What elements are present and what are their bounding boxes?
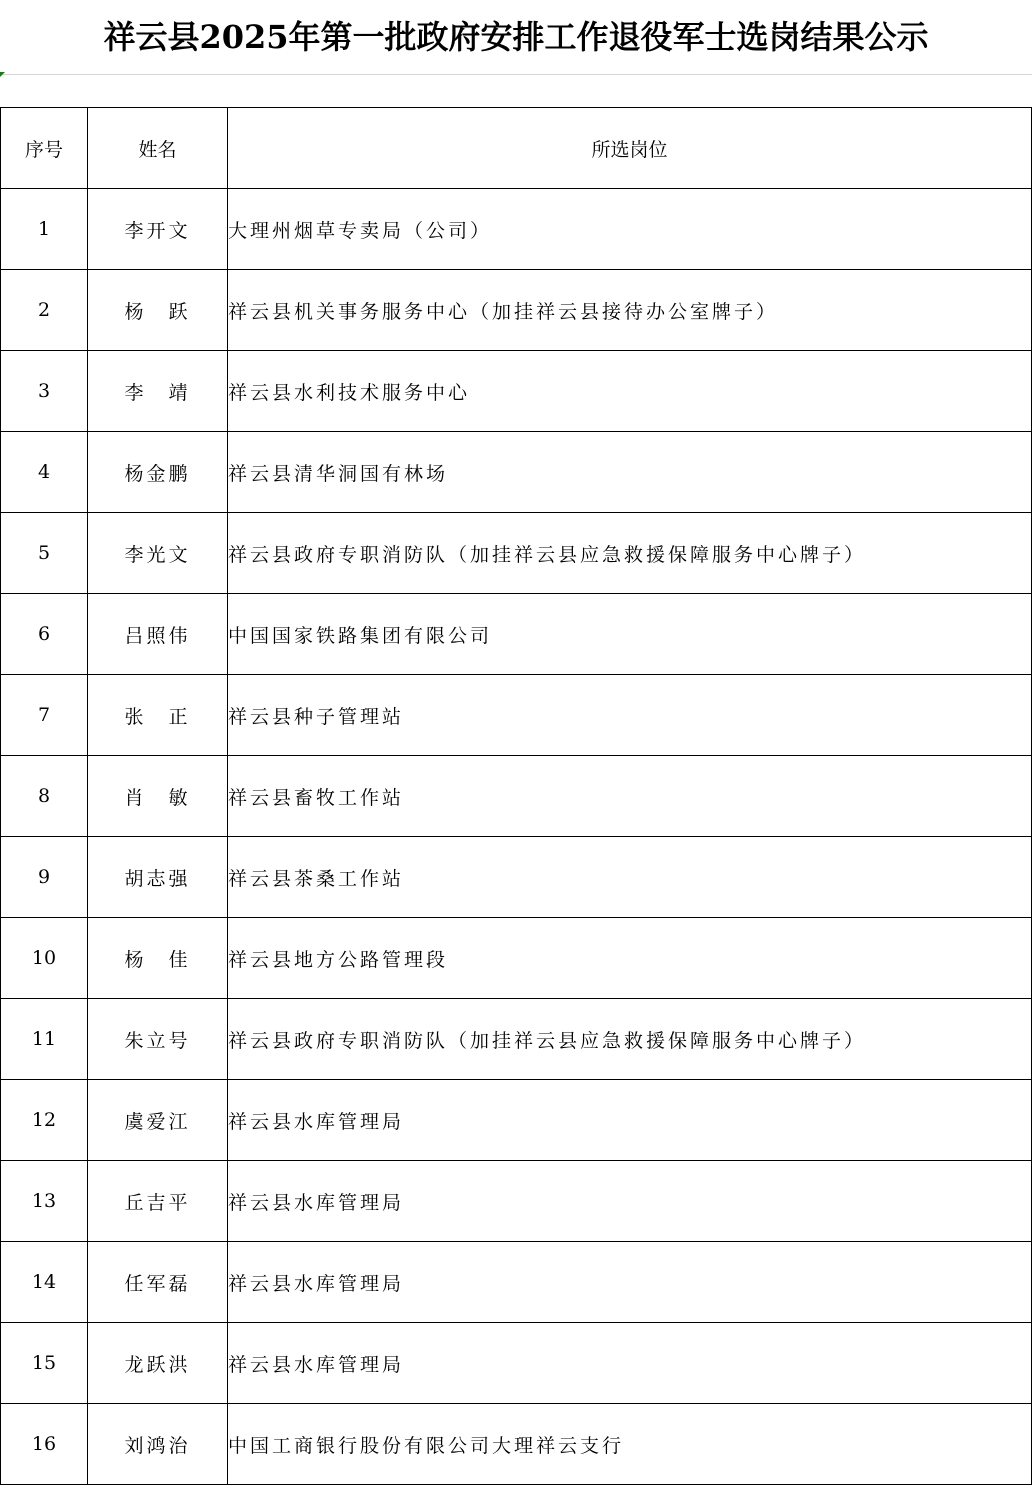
cell-no: 12 [1,1080,88,1161]
cell-name: 杨金鹏 [88,432,228,513]
cell-post: 祥云县水库管理局 [228,1080,1032,1161]
cell-post: 祥云县水库管理局 [228,1323,1032,1404]
cell-post: 大理州烟草专卖局（公司） [228,189,1032,270]
cell-post: 祥云县水库管理局 [228,1242,1032,1323]
spacer-row [0,75,1032,107]
table-row [1,837,1032,918]
results-table [0,107,1032,1485]
cell-post: 祥云县政府专职消防队（加挂祥云县应急救援保障服务中心牌子） [228,513,1032,594]
cell-name: 刘鸿治 [88,1404,228,1485]
cell-name: 丘吉平 [88,1161,228,1242]
cell-no: 13 [1,1161,88,1242]
cell-post: 中国国家铁路集团有限公司 [228,594,1032,675]
cell-post: 祥云县种子管理站 [228,675,1032,756]
table-row [1,1161,1032,1242]
cell-post: 中国工商银行股份有限公司大理祥云支行 [228,1404,1032,1485]
cell-name: 任军磊 [88,1242,228,1323]
table-row [1,999,1032,1080]
cell-name: 朱立号 [88,999,228,1080]
cell-name: 李 靖 [88,351,228,432]
cell-name: 龙跃洪 [88,1323,228,1404]
table-row [1,675,1032,756]
cell-name: 张 正 [88,675,228,756]
table-row [1,756,1032,837]
cell-name: 李光文 [88,513,228,594]
cell-name: 虞爱江 [88,1080,228,1161]
table-row [1,1242,1032,1323]
cell-no: 11 [1,999,88,1080]
cell-post: 祥云县茶桑工作站 [228,837,1032,918]
cell-name: 胡志强 [88,837,228,918]
title-bar [0,0,1032,75]
cell-no: 7 [1,675,88,756]
table-row [1,270,1032,351]
cell-name: 杨 佳 [88,918,228,999]
cell-name: 李开文 [88,189,228,270]
cell-no: 2 [1,270,88,351]
table-header-row [1,108,1032,189]
cell-no: 10 [1,918,88,999]
header-name: 姓名 [88,108,228,189]
cell-post: 祥云县清华洞国有林场 [228,432,1032,513]
cell-post: 祥云县水库管理局 [228,1161,1032,1242]
table-row [1,189,1032,270]
table-row [1,1323,1032,1404]
cell-no: 14 [1,1242,88,1323]
cell-no: 3 [1,351,88,432]
cell-no: 1 [1,189,88,270]
table-row [1,513,1032,594]
cell-name: 杨 跃 [88,270,228,351]
header-post: 所选岗位 [228,108,1032,189]
cell-post: 祥云县政府专职消防队（加挂祥云县应急救援保障服务中心牌子） [228,999,1032,1080]
cell-name: 肖 敏 [88,756,228,837]
table-row [1,1404,1032,1485]
table-row [1,1080,1032,1161]
cell-post: 祥云县水利技术服务中心 [228,351,1032,432]
table-row [1,432,1032,513]
table-row [1,918,1032,999]
page-title: 祥云县2025年第一批政府安排工作退役军士选岗结果公示 [103,18,929,56]
header-no: 序号 [1,108,88,189]
cell-name: 吕照伟 [88,594,228,675]
cell-no: 4 [1,432,88,513]
table-row [1,351,1032,432]
table-row [1,594,1032,675]
cell-no: 6 [1,594,88,675]
cell-post: 祥云县畜牧工作站 [228,756,1032,837]
cell-post: 祥云县机关事务服务中心（加挂祥云县接待办公室牌子） [228,270,1032,351]
cell-no: 15 [1,1323,88,1404]
cell-no: 9 [1,837,88,918]
cell-post: 祥云县地方公路管理段 [228,918,1032,999]
cell-no: 16 [1,1404,88,1485]
cell-no: 8 [1,756,88,837]
cell-no: 5 [1,513,88,594]
